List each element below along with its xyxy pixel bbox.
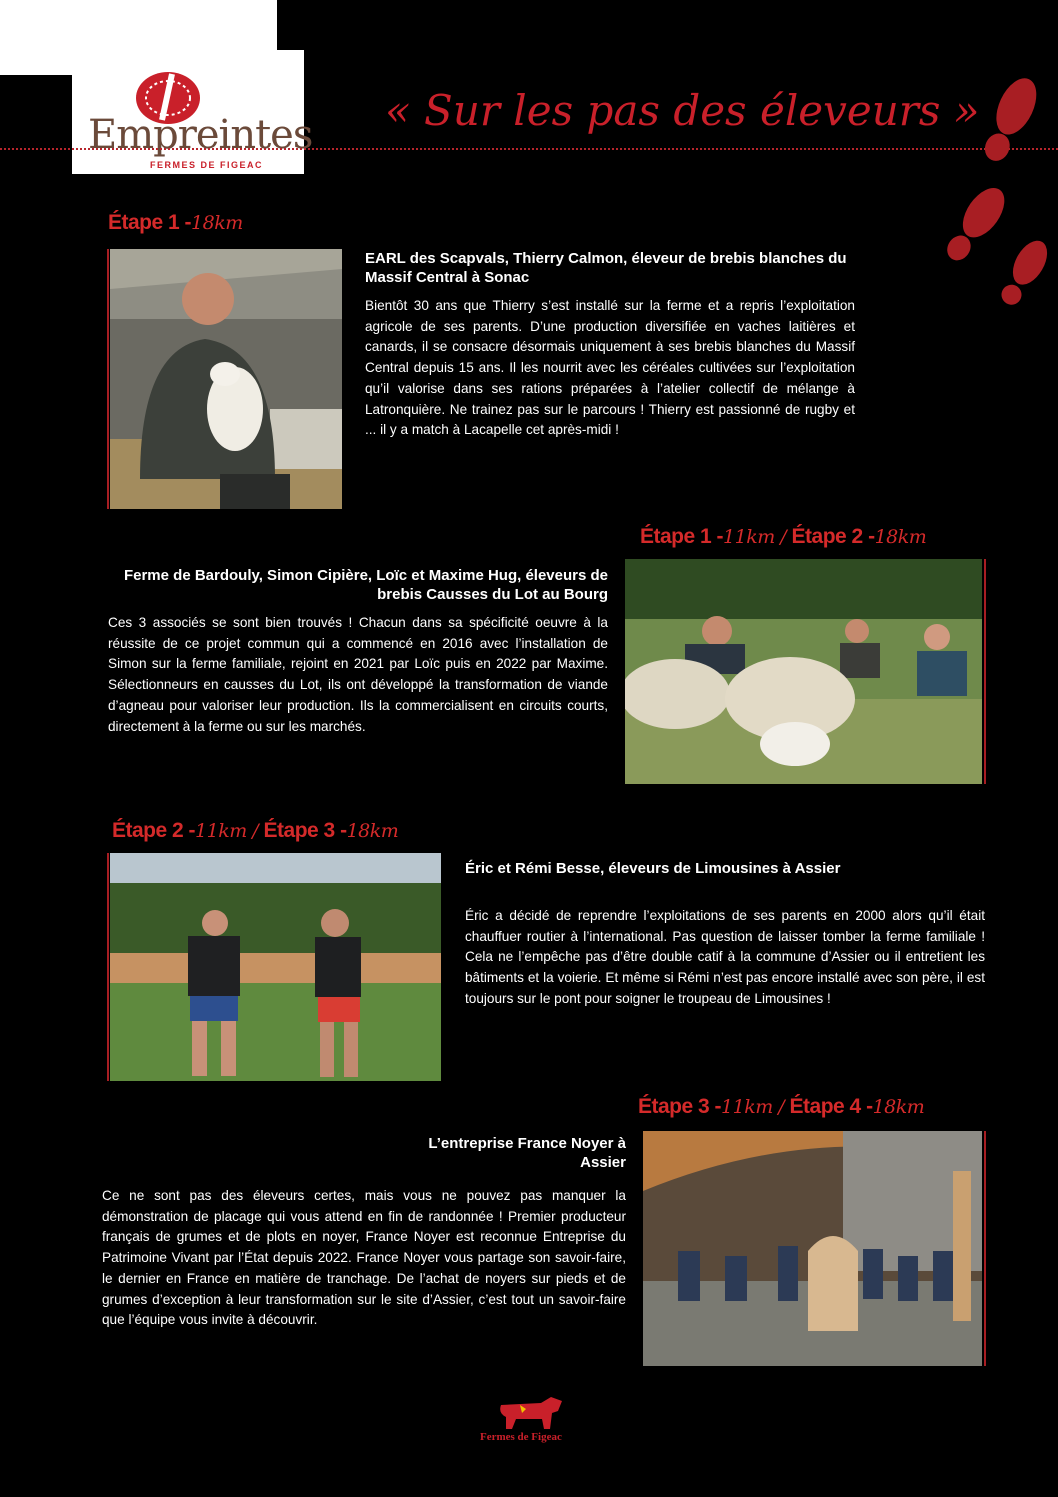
section-1-body: Bientôt 30 ans que Thierry s’est installé sur la ferme et a repris l’exploitation agricole de ses parents. D’une production diversifiée en vaches laitières et canards, il se consacre désormais uniquement à ses brebis blanches du Massif Central depuis 15 ans. Il les nourrit avec les céréales cultivées sur l’exploitation qu’il valorise dans ses rations préparées à l’atelier collectif de mélange à Latronquière. Ne trainez pas sur le parcours ! Thierry est passionné de rugby et ... il y a match à Lacapelle cet après-midi ! <box>365 298 855 438</box>
section-4-bar <box>984 1131 986 1366</box>
section-2-bar <box>984 559 986 784</box>
section-2-heading: Ferme de Bardouly, Simon Cipière, Loïc et Maxime Hug, éleveurs de brebis Causses du Lot au Bourg <box>123 567 608 603</box>
footer-logo-text: Fermes de Figeac <box>480 1431 562 1443</box>
section-3-bar <box>107 853 109 1081</box>
section-1-heading: EARL des Scapvals, Thierry Calmon, éleveur de brebis blanches du Massif Central à Sonac <box>365 250 847 286</box>
section-2-body: Ces 3 associés se sont bien trouvés ! Chacun dans sa spécificité oeuvre à la réussite de ce projet commun qui a commencé en 2016 avec l’installation de Simon sur la ferme familiale, rejoint en 2021 par Loïc puis en 2022 par Maxime. Sélectionneurs en causses du Lot, ils ont développé la transformation de viande d’agneau pour valoriser leur production. Ils la commercialisent en circuits courts, directement à la ferme ou sur les marchés. <box>108 615 608 734</box>
section-4-etape: Étape 3 -11km / Étape 4 -18km <box>638 1095 925 1118</box>
logo-subtitle: FERMES DE FIGEAC <box>150 160 264 170</box>
section-1-photo <box>110 249 342 509</box>
header-dotted-line <box>0 148 1058 150</box>
cow-logo-icon <box>496 1395 566 1433</box>
section-4-body: Ce ne sont pas des éleveurs certes, mais vous ne pouvez pas manquer la démonstration de placage qui vous attend en fin de randonnée ! Premier producteur français de grumes et de plots en noyer, France Noyer est reconnue Entreprise du Patrimoine Vivant par l’État depuis 2022. France Noyer vous partage son savoir-faire, le dernier en France en matière de tranchage. De l’achat de noyers sur pieds et de grumes d’exception à leur transformation sur le site d’Assier, c’est tout un savoir-faire que l’équipe vous invite à découvrir. <box>102 1188 626 1328</box>
section-4-photo <box>643 1131 982 1366</box>
section-1-etape: Étape 1 -18km <box>108 211 243 234</box>
logo-name: Empreintes <box>88 112 313 158</box>
footprints-icon <box>935 50 1050 305</box>
section-3-etape: Étape 2 -11km / Étape 3 -18km <box>112 819 399 842</box>
section-3-heading: Éric et Rémi Besse, éleveurs de Limousines à Assier <box>465 860 841 877</box>
section-1-bar <box>107 249 109 509</box>
page-title: « Sur les pas des éleveurs » <box>385 86 980 135</box>
section-4-heading: L’entreprise France Noyer à Assier <box>428 1135 626 1171</box>
section-3-photo <box>110 853 441 1081</box>
section-3-body: Éric a décidé de reprendre l’exploitations de ses parents en 2000 alors qu’il était chauffuer routier à l’international. Pas question de laisser tomber la ferme familiale ! Cela ne l’empêche pas d’être double catif à la commune d’Assier ou il entretient les bâtiments et la voierie. Et même si Rémi n’est pas encore installé avec son père, il est toujours sur le pont pour soigner le troupeau de Limousines ! <box>465 908 985 1006</box>
section-2-photo <box>625 559 982 784</box>
section-2-etape: Étape 1 -11km / Étape 2 -18km <box>640 525 927 548</box>
